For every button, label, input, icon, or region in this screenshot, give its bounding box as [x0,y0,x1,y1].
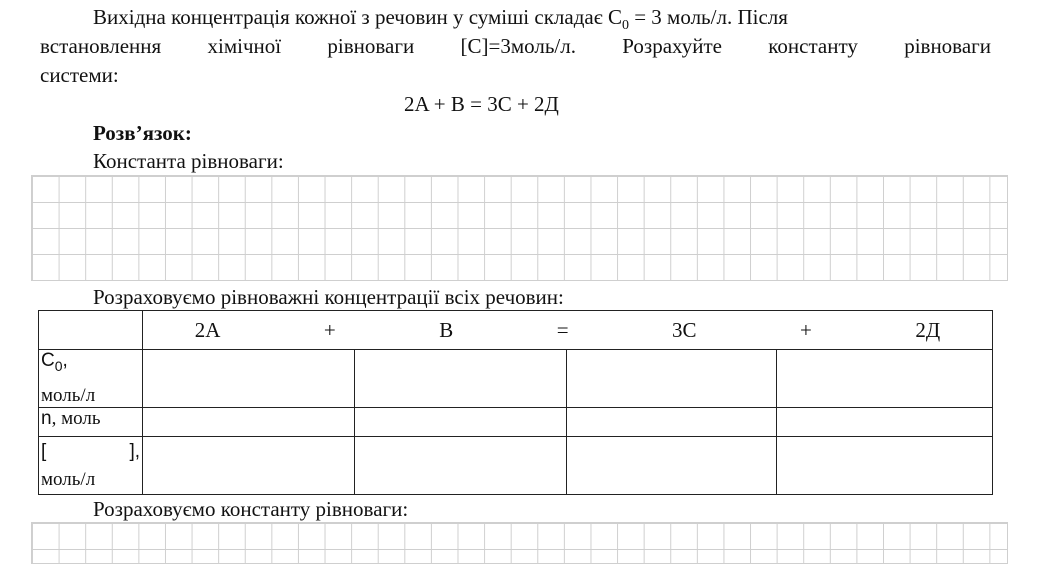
bracket-close: ], [129,440,140,462]
problem-line-2: встановлення хімічної рівноваги [C]=3моль/л. Розрахуйте константу рівноваги [40,34,991,58]
cell-c0-a[interactable] [143,350,355,408]
solution-heading: Розв’язок: [93,121,192,145]
c0-symbol: C [41,350,55,371]
cell-eq-d[interactable] [777,436,993,494]
cell-eq-a[interactable] [143,436,355,494]
equilibrium-constant-label: Константа рівноваги: [93,149,284,173]
cell-c0-c[interactable] [567,350,777,408]
reaction-equation: 2A + B = 3C + 2Д [404,92,559,116]
answer-grid-constant[interactable] [31,175,1008,281]
row-label-equilibrium [39,436,143,494]
c0-sub: 0 [54,357,63,374]
answer-grid-calculation[interactable] [31,522,1008,564]
term-2d: 2Д [915,317,941,342]
problem-line-3: системи: [40,63,119,87]
term-plus-1: + [323,317,336,342]
n-symbol: n [41,407,52,429]
problem-line-1-tail: = 3 моль/л. Після [628,5,788,29]
term-plus-2: + [800,317,812,342]
bracket-open: [ [41,440,47,462]
term-b: B [439,317,454,342]
term-equals: = [556,317,569,342]
c0-comma: , [62,350,68,371]
cell-n-a[interactable] [143,407,355,436]
cell-c0-d[interactable] [777,350,993,408]
table-row-n [39,407,993,436]
n-unit: , моль [51,407,101,429]
cell-eq-c[interactable] [567,436,777,494]
table-equation-header [143,311,993,350]
concentrations-label: Розраховуємо рівноважні концентрації всіх речовин: [93,285,564,309]
term-2a: 2A [194,317,221,342]
term-3c: 3C [672,317,697,342]
calc-constant-label: Розраховуємо константу рівноваги: [93,497,409,521]
table-row-c0 [39,350,993,408]
eq-unit: моль/л [41,468,96,490]
cell-c0-b[interactable] [355,350,567,408]
cell-n-d[interactable] [777,407,993,436]
concentration-table [38,310,993,495]
row-label-c0 [39,350,143,408]
table-row-equilibrium [39,436,993,494]
c0-unit: моль/л [41,384,96,406]
equation-terms [143,311,992,349]
cell-eq-b[interactable] [355,436,567,494]
c0-subscript: 0 [621,18,629,34]
cell-n-c[interactable] [567,407,777,436]
problem-line-1-text: Вихідна концентрація кожної з речовин у суміші складає C [93,5,622,29]
table-corner-cell [39,311,143,350]
cell-n-b[interactable] [355,407,567,436]
row-label-n [39,407,143,436]
